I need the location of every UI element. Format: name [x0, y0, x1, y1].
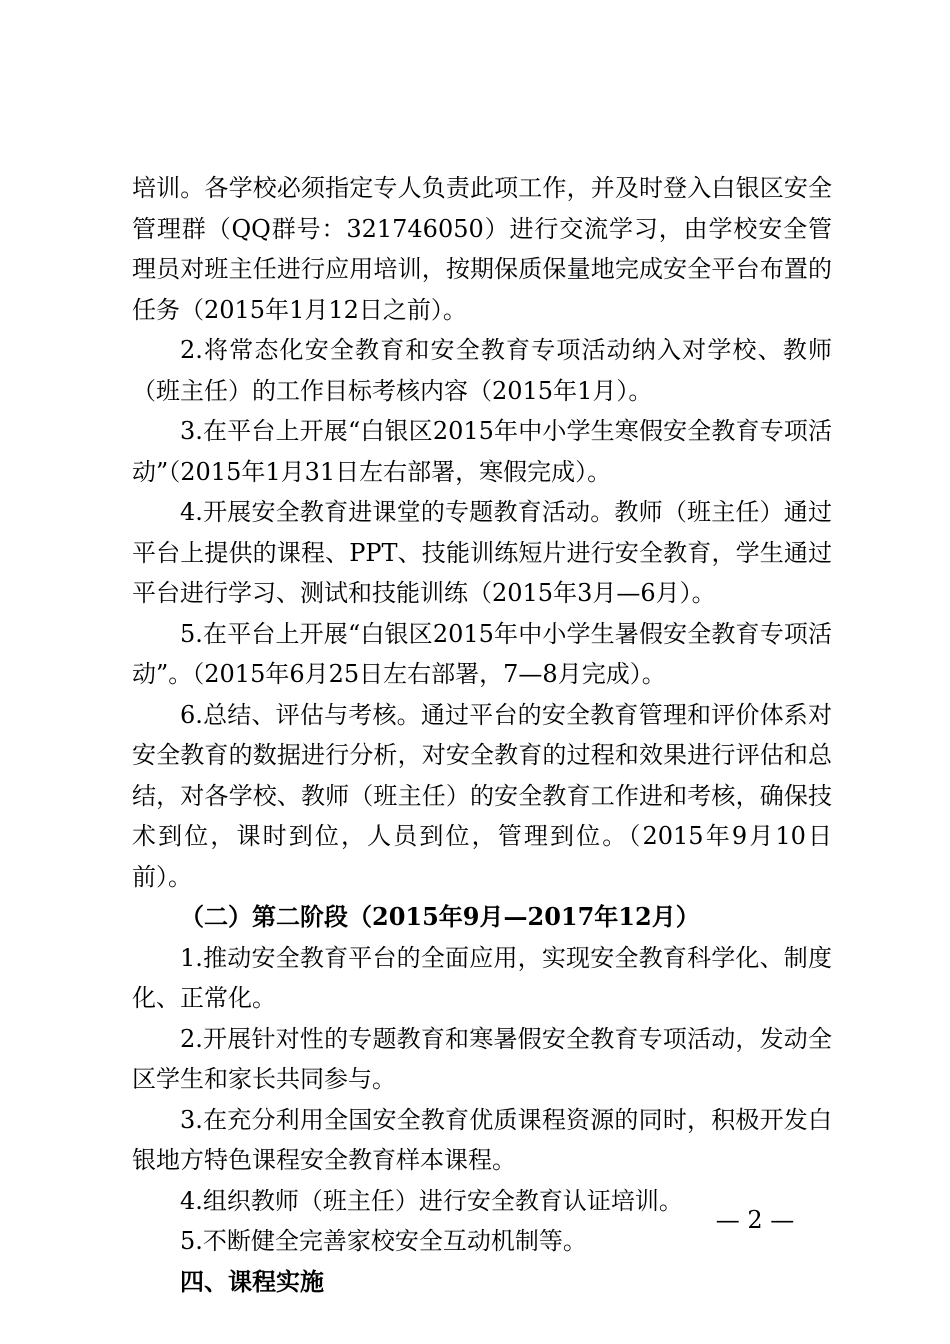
- paragraph-phase2-item-2: 2.开展针对性的专题教育和寒暑假安全教育专项活动，发动全区学生和家长共同参与。: [132, 1024, 832, 1093]
- paragraph-phase2-item-3: 3.在充分利用全国安全教育优质课程资源的同时，积极开发白银地方特色课程安全教育样本课程。: [132, 1105, 832, 1174]
- paragraph-item-6: 6.总结、评估与考核。通过平台的安全教育管理和评价体系对安全教育的数据进行分析，对安全教育的过程和效果进行评估和总结，对各学校、教师（班主任）的安全教育工作进和考核，确保技术到位，课时到位，人员到位，管理到位。（2015年9月10日前）。: [132, 700, 832, 891]
- paragraph-phase2-item-5: 5.不断健全完善家校安全互动机制等。: [180, 1227, 587, 1255]
- paragraph-phase2-item-1: 1.推动安全教育平台的全面应用，实现安全教育科学化、制度化、正常化。: [132, 943, 832, 1012]
- section-heading-phase-two: （二）第二阶段（2015年9月—2017年12月）: [180, 902, 700, 931]
- paragraph-item-2: 2.将常态化安全教育和安全教育专项活动纳入对学校、教师（班主任）的工作目标考核内容（2015年1月）。: [132, 336, 832, 405]
- paragraph-continuation-training: 培训。各学校必须指定专人负责此项工作，并及时登入白银区安全管理群（QQ群号：321746050）进行交流学习，由学校安全管理员对班主任进行应用培训，按期保质保量地完成安全平台布置的任务（2015年1月12日之前）。: [132, 174, 832, 324]
- paragraph-item-5: 5.在平台上开展“白银区2015年中小学生暑假安全教育专项活动”。（2015年6月25日左右部署，7—8月完成）。: [132, 619, 832, 688]
- paragraph-phase2-item-4: 4.组织教师（班主任）进行安全教育认证培训。: [180, 1186, 683, 1215]
- paragraph-item-4: 4.开展安全教育进课堂的专题教育活动。教师（班主任）通过平台上提供的课程、PPT、技能训练短片进行安全教育，学生通过平台进行学习、测试和技能训练（2015年3月—6月）。: [132, 498, 832, 607]
- paragraph-item-3: 3.在平台上开展“白银区2015年中小学生寒假安全教育专项活动”（2015年1月31日左右部署，寒假完成）。: [132, 417, 832, 486]
- document-body: [132, 168, 832, 1302]
- page-number: — 2 —: [715, 1206, 795, 1234]
- section-heading-course-implementation: 四、课程实施: [180, 1267, 324, 1296]
